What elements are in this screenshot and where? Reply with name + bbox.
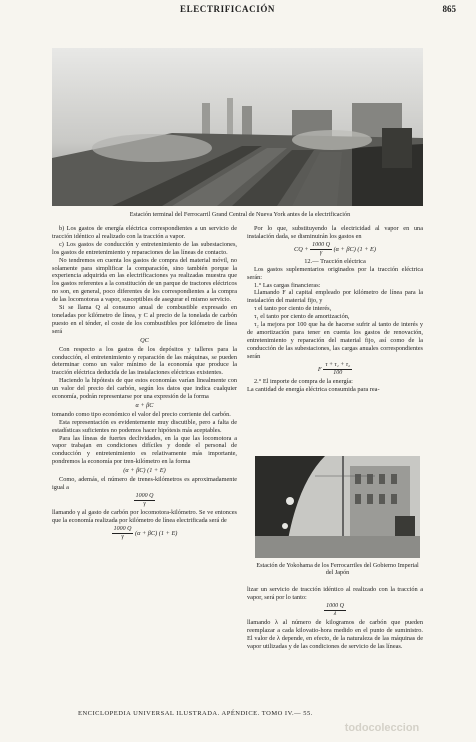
fraction bbox=[134, 493, 156, 508]
paragraph: Para las líneas de fuertes declividades, en la que las locomotora a vapor trabajan en condiciones difíciles y donde el personal de conducción y entretenimiento es relativamente más importante, pondremos la economía por tren-kilómetro en la forma bbox=[52, 434, 237, 466]
denominator: γ bbox=[319, 249, 323, 256]
paragraph: Esta representación es evidentemente muy discutible, pero a falta de estadísticas suficientes no podemos hacer hipótesis más aceptables. bbox=[52, 418, 237, 434]
right-column-upper bbox=[247, 225, 423, 393]
paragraph: La cantidad de energía eléctrica consumida para rea- bbox=[247, 385, 380, 393]
formula-economy: (α + βC) (1 + E) bbox=[123, 467, 166, 475]
paragraph: τ el tanto por ciento de interés, bbox=[254, 305, 332, 313]
formula-head: F bbox=[317, 365, 322, 373]
photo2-caption: Estación de Yokohama de los Ferrocarriles del Gobierno Imperial del Japón bbox=[256, 562, 419, 576]
numerator: 1000 Q bbox=[135, 492, 154, 499]
formula-tail: (α + βC) (1 + E) bbox=[135, 529, 178, 537]
paragraph: Como, además, el número de trenes-kilómetros es aproximadamente igual a bbox=[52, 476, 237, 491]
fraction bbox=[310, 242, 332, 257]
paragraph: lizar un servicio de tracción idéntico al realizado con la tracción a vapor, será por lo tanto: bbox=[247, 586, 423, 601]
denominator: γ bbox=[121, 533, 124, 540]
left-column bbox=[52, 225, 237, 542]
paragraph: No tendremos en cuenta los gastos de compra del material móvil, no solamente para simplificar la comparación, sino también porque la experiencia adquirida en las electrificaciones ya realizadas muestra que los gastos referentes a la constitución de un parque de tractores eléctricos no son, en general, poco diferentes de los correspondientes a la compra de las locomotoras a vapor, susceptibles de asegurar el mismo servicio. bbox=[52, 256, 237, 304]
formula-head: CQ + bbox=[294, 245, 309, 253]
railway-terminal-photo bbox=[52, 48, 423, 206]
formula-alpha-beta: α + βC bbox=[135, 401, 154, 409]
fraction bbox=[112, 526, 134, 541]
paragraph: Haciendo la hipótesis de que estos economías varían linealmente con un valor del precio del carbón, según los datos que indica cualquier economía, podrán representarse por una expresión de la forma bbox=[52, 377, 237, 401]
svg-text:todocoleccion: todocoleccion bbox=[344, 722, 420, 733]
formula-total-saving bbox=[247, 242, 423, 257]
paragraph: 1.° Las cargas financieras: bbox=[254, 281, 321, 289]
page-number: 865 bbox=[442, 4, 456, 14]
numerator: 1000 Q bbox=[113, 525, 132, 532]
formula-train-km bbox=[52, 493, 237, 508]
paragraph: Por lo que, substituyendo la electricidad al vapor en una instalación dada, se disminuirán los gastos en bbox=[247, 225, 423, 240]
paragraph: llamando λ al número de kilogramos de carbón que pueden reemplazar a cada kilovatio-hora medido en el punto de suministro. El valor de λ depende, en efecto, de la naturaleza de las máquinas de vapor utilizadas y de las condiciones de servicio de las líneas. bbox=[247, 618, 423, 650]
formula-financial bbox=[247, 362, 423, 377]
formula-tail: (α + βC) (1 + E) bbox=[333, 245, 376, 253]
formula-energy bbox=[247, 603, 423, 618]
paragraph: Llamando F al capital empleado por kilómetro de línea para la instalación del material fijo, y bbox=[247, 289, 423, 305]
denominator: λ bbox=[333, 610, 337, 617]
denominator: 100 bbox=[333, 369, 343, 376]
formula-saving bbox=[52, 526, 237, 541]
page-header bbox=[0, 4, 476, 18]
paragraph: Los gastos suplementarios originados por la tracción eléctrica serán: bbox=[247, 265, 423, 281]
numerator: τ + τ₁ + τ₂ bbox=[325, 361, 351, 368]
numerator: 1000 Q bbox=[326, 602, 344, 609]
fraction bbox=[323, 362, 352, 377]
paragraph: τ₁ el tanto por ciento de amortización, bbox=[254, 313, 350, 321]
paragraph: Con respecto a los gastos de los depósitos y talleres para la conducción, el entretenimiento y reparación de las máquinas, se pueden determinar como un valor mínimo de la economía que produce la tracción eléctrica deducida de las instalaciones eléctricas existentes. bbox=[52, 345, 237, 377]
running-title: ELECTRIFICACIÓN bbox=[180, 4, 276, 14]
paragraph: τ₂ la mejora por 100 que ha de hacerse sufrir al tanto de interés y de amortización para tener en cuenta los gastos de renovación, entretenimiento y reparación del material fijo, así como de la conducción de las subestaciones, las cargas anuales correspondientes serán bbox=[247, 321, 423, 360]
page-footer: ENCICLOPEDIA UNIVERSAL ILUSTRADA. APÉNDICE. TOMO IV.— 55. bbox=[78, 710, 313, 717]
paragraph: llamando γ al gasto de carbón por locomotora-kilómetro. Se ve entonces que la economía realizada por kilómetro de línea electrificada será de bbox=[52, 508, 237, 524]
paragraph: tomando como tipo económico el valor del precio corriente del carbón. bbox=[52, 410, 231, 418]
denominator: γ bbox=[143, 500, 146, 507]
section-heading: 12.— Tracción eléctrica bbox=[304, 257, 366, 265]
photo1-caption: Estación terminal del Ferrocarril Grand Central de Nueva York antes de la electrificación bbox=[129, 211, 351, 218]
paragraph: c) Los gastos de conducción y entretenimiento de las subestaciones, los gastos de entretenimiento y reparaciones de las líneas de contacto. bbox=[52, 240, 237, 256]
fraction bbox=[324, 603, 346, 618]
formula-qc: QC bbox=[140, 336, 149, 344]
yokohama-station-photo bbox=[255, 456, 420, 558]
paragraph: Si se llama Q al consumo anual de combustible expresado en toneladas por kilómetro de línea, y C al precio de la tonelada de carbón puesto en el ténder, el coste de los combustibles por kilómetro de línea será bbox=[52, 304, 237, 335]
paragraph: 2.° El importe de compra de la energía: bbox=[254, 377, 353, 385]
paragraph: b) Los gastos de energía eléctrica correspondientes a un servicio de tracción idéntico al realizado con la tracción a vapor. bbox=[52, 225, 237, 240]
numerator: 1000 Q bbox=[312, 241, 330, 248]
watermark-logo bbox=[290, 721, 475, 733]
right-column-lower bbox=[247, 586, 423, 650]
